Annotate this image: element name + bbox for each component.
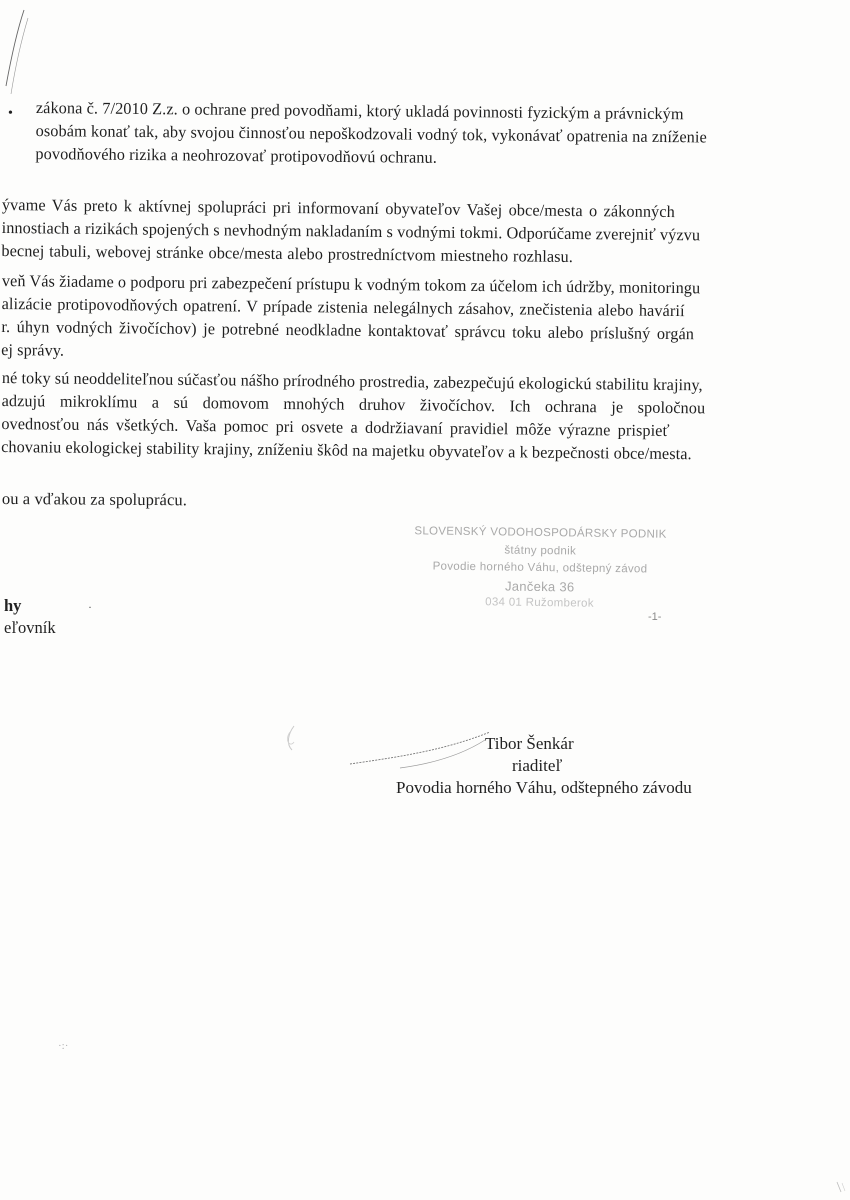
closing-line: ou a vďakou za spoluprácu.	[1, 488, 188, 510]
text-line: eľovník	[4, 618, 56, 637]
text-line: chovaniu ekologickej stability krajiny, zníženiu škôd na majetku obyvateľov a k bezpečnosti obce/mesta.	[1, 436, 692, 464]
signer-role: riaditeľ	[512, 756, 563, 775]
bullet-marker: •	[8, 106, 13, 121]
text-line: veň Vás žiadame o podporu pri zabezpečení prístupu k vodným tokom za účelom ich údržby, monitoringu	[1, 270, 701, 298]
signer-name: Tibor Šenkár	[485, 734, 574, 753]
text-line: innostiach a rizikách spojených s nevhodným nakladaním s vodnými tokmi. Odporúčame zverejniť výzvu	[1, 217, 701, 245]
text-line: adzujú mikroklímu a sú domovom mnohých druhov živočíchov. Ich ochrana je spoločnou	[1, 390, 706, 418]
bullet-paragraph	[35, 96, 707, 171]
text-line: povodňového rizika a neohrozovať protipovodňovú ochranu.	[35, 143, 438, 167]
page-number: -1-	[648, 611, 662, 623]
text-line: ývame Vás preto k aktívnej spolupráci pri informovaní obyvateľov Vašej obce/mesta o zákonných	[1, 194, 675, 222]
text-line: alizácie protipovodňových opatrení. V prípade zistenia nelegálnych zásahov, znečistenia alebo havárií	[1, 293, 685, 321]
text-line: né toky sú neoddeliteľnou súčasťou nášho prírodného prostredia, zabezpečujú ekologickú stabilitu krajiny,	[1, 367, 703, 395]
text-line: becnej tabuli, webovej stránke obce/mesta alebo prostredníctvom miestneho rozhlasu.	[1, 240, 574, 266]
corner-speck-icon	[835, 1180, 847, 1194]
paragraph-access	[1, 269, 700, 368]
text-line: r. úhyn vodných živočíchov) je potrebné neodkladne kontaktovať správcu toku alebo príslušný orgán	[1, 316, 695, 344]
scan-pen-mark-icon	[2, 8, 42, 98]
signer-organization: Povodia horného Váhu, odštepného závodu	[396, 778, 692, 797]
stamp-line: Jančeka 36	[504, 578, 575, 594]
stamp-line: SLOVENSKÝ VODOHOSPODÁRSKY PODNIK	[414, 525, 667, 541]
stamp-line: štátny podnik	[504, 544, 577, 558]
text-line: ovednosťou nás všetkých. Vaša pomoc pri osvete a dodržiavaní pravidiel môže výrazne prispieť	[1, 413, 670, 440]
stamp-line: 034 01 Ružomberok	[485, 596, 594, 610]
scan-smudge: ·:·	[58, 1040, 69, 1052]
handwritten-signature-icon	[280, 712, 520, 782]
left-signature-block	[4, 595, 56, 639]
paragraph-ecology	[1, 366, 706, 465]
company-stamp	[394, 523, 685, 615]
text-line: osobám konať tak, aby svojou činnosťou nepoškodzovali vodný tok, vykonávať opatrenia na zníženie	[35, 120, 707, 147]
text-line: ej správy.	[1, 339, 65, 360]
text-line: zákona č. 7/2010 Z.z. o ochrane pred povodňami, ktorý ukladá povinnosti fyzickým a právnickým	[35, 97, 684, 124]
text-line: hy	[4, 596, 22, 615]
stray-dot: ·	[88, 600, 92, 614]
paragraph-cooperation	[1, 193, 700, 269]
stamp-line: Povodie horného Váhu, odštepný závod	[432, 560, 648, 576]
